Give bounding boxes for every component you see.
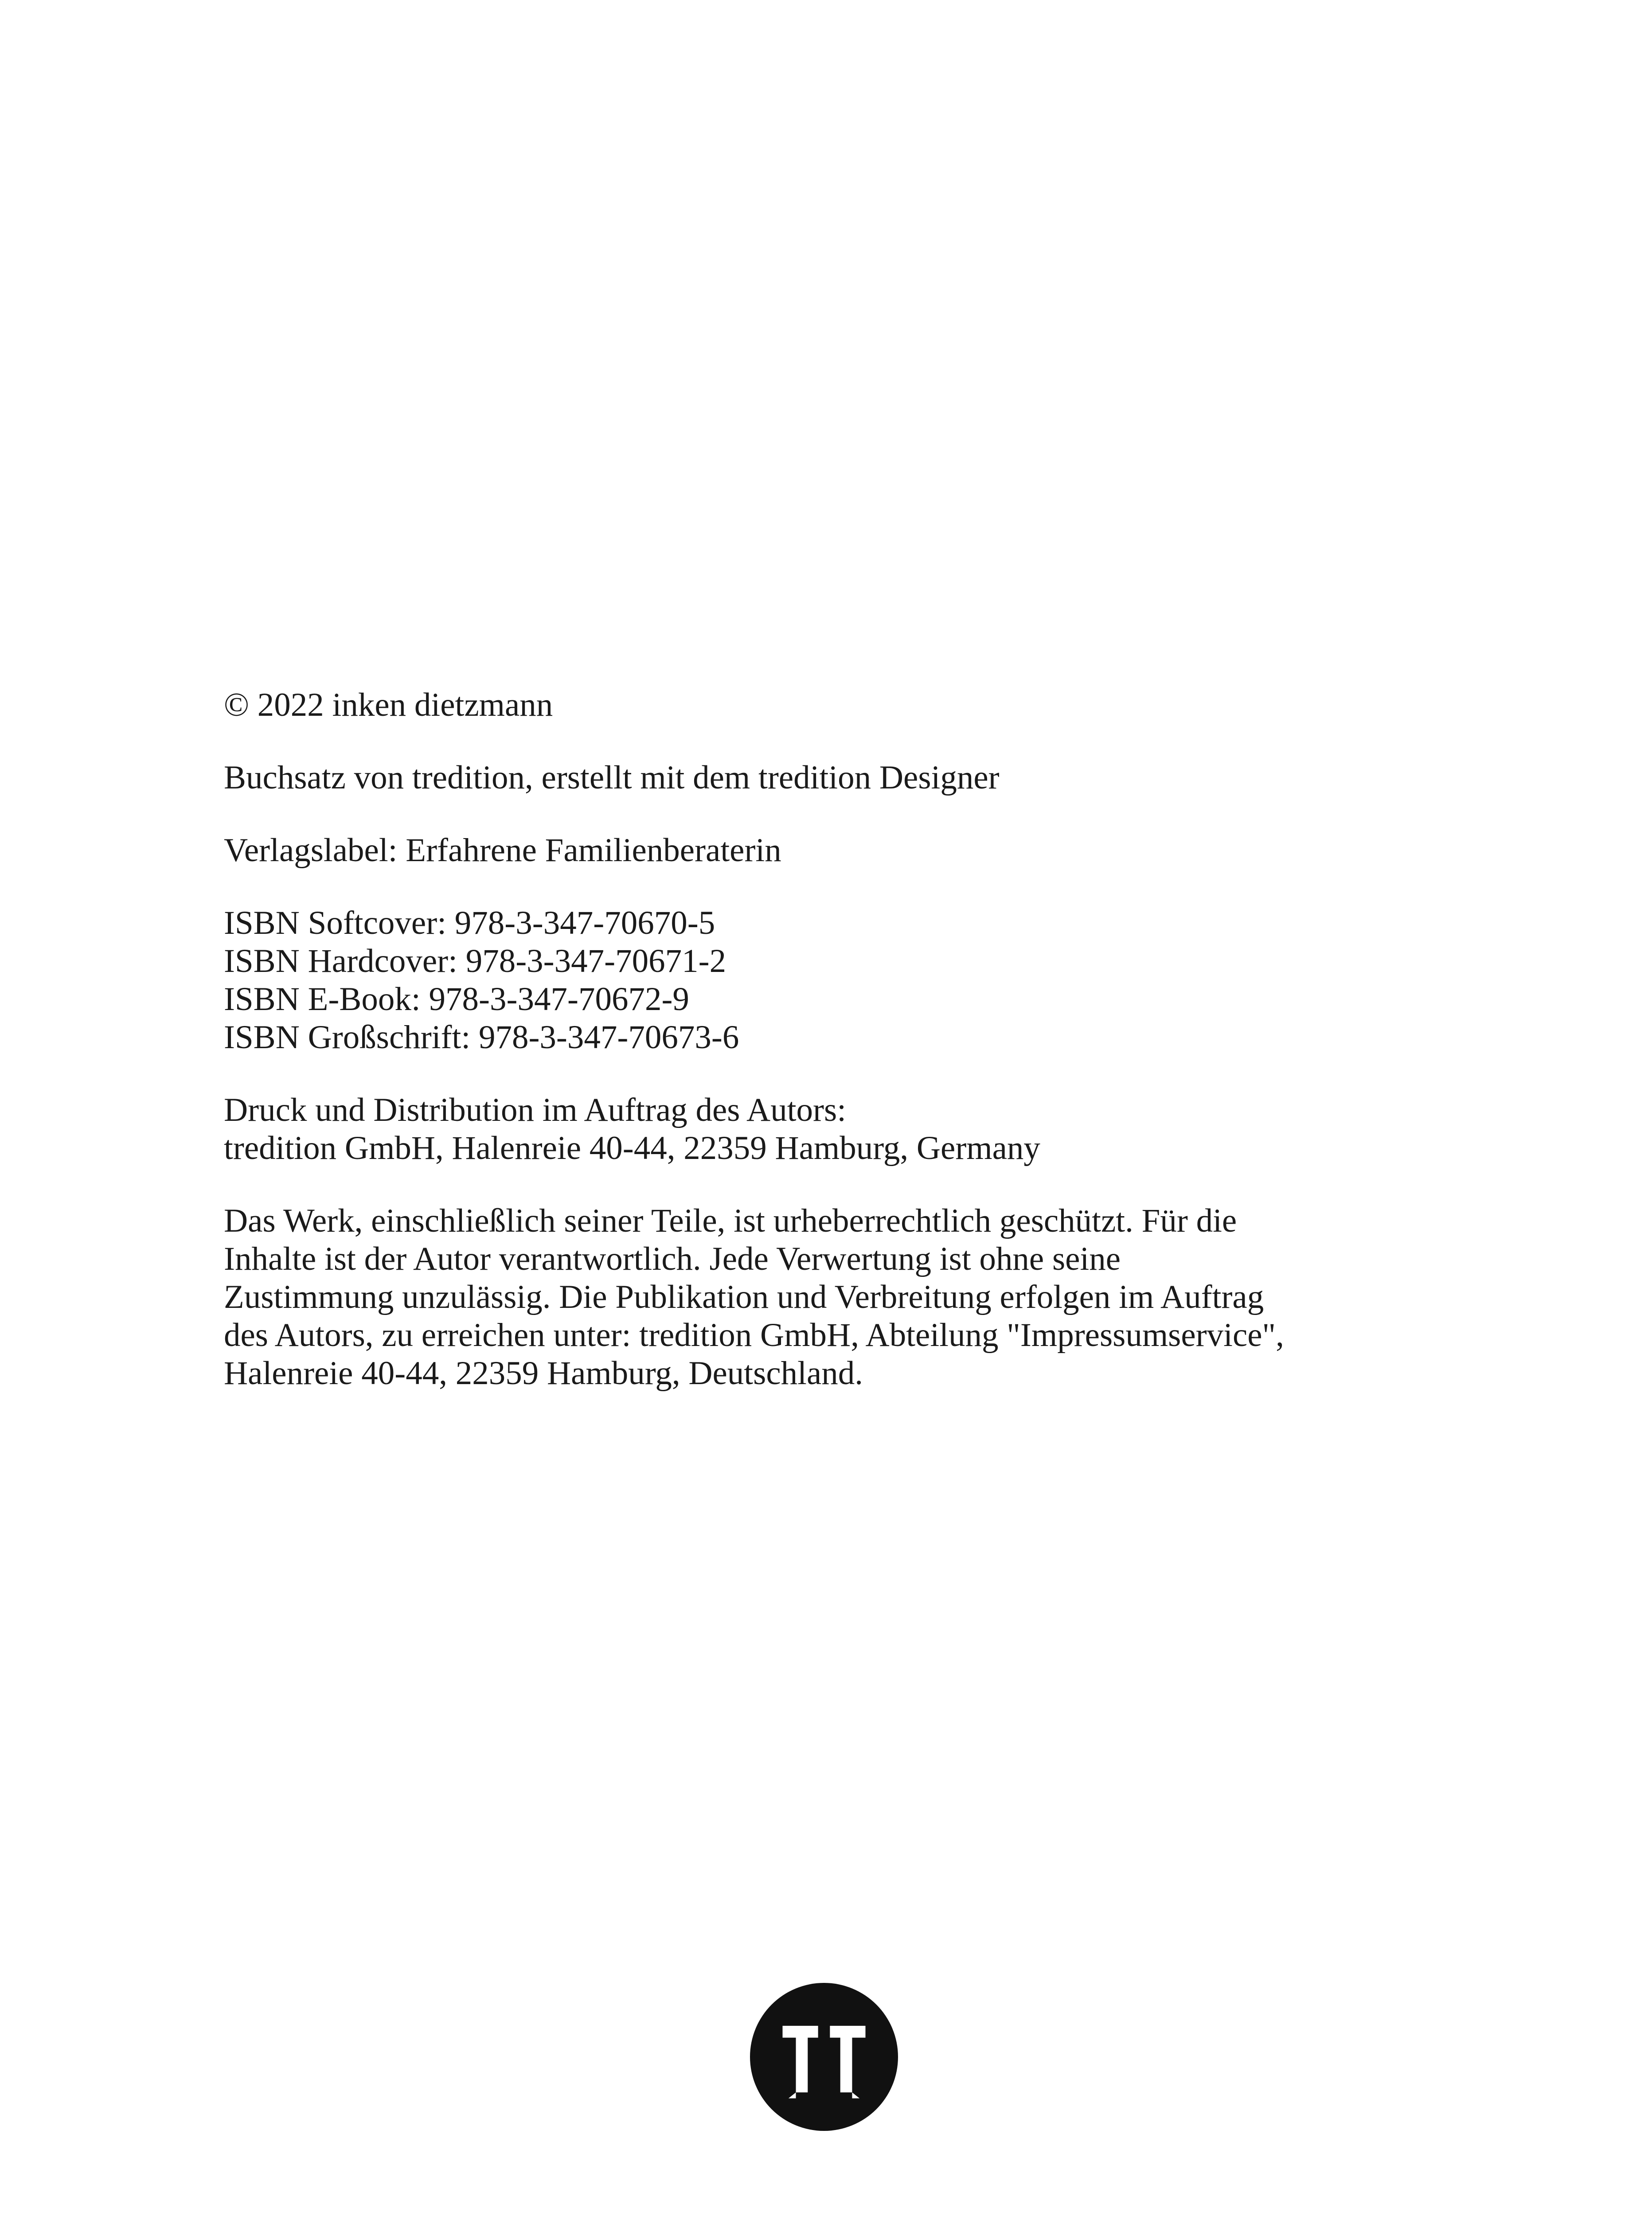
legal-line: des Autors, zu erreichen unter: tredition GmbH, Abteilung "Impressumservice", [224, 1317, 1284, 1354]
copyright-notice [224, 686, 1447, 724]
distribution-line-1: Druck und Distribution im Auftrag des Autors: [224, 1092, 847, 1128]
isbn-softcover: ISBN Softcover: 978-3-347-70670-5 [224, 905, 715, 941]
isbn-ebook: ISBN E-Book: 978-3-347-70672-9 [224, 981, 689, 1018]
typesetting-line: Buchsatz von tredition, erstellt mit dem tredition Designer [224, 759, 1000, 796]
typesetting-notice [224, 759, 1447, 797]
copyright-line: © 2022 inken dietzmann [224, 687, 553, 723]
imprint-page [224, 686, 1447, 1427]
legal-line: Halenreie 40-44, 22359 Hamburg, Deutschland. [224, 1355, 863, 1392]
legal-line: Zustimmung unzulässig. Die Publikation und Verbreitung erfolgen im Auftrag [224, 1279, 1264, 1315]
isbn-list [224, 904, 1447, 1057]
legal-notice [224, 1202, 1447, 1393]
legal-line: Inhalte ist der Autor verantwortlich. Jede Verwertung ist ohne seine [224, 1241, 1121, 1277]
isbn-large-print: ISBN Großschrift: 978-3-347-70673-6 [224, 1019, 739, 1056]
legal-line: Das Werk, einschließlich seiner Teile, ist urheberrechtlich geschützt. Für die [224, 1202, 1237, 1239]
publisher-label [224, 831, 1447, 870]
publisher-label-line: Verlagslabel: Erfahrene Familienberaterin [224, 832, 781, 869]
distribution-line-2: tredition GmbH, Halenreie 40-44, 22359 Hamburg, Germany [224, 1130, 1040, 1167]
tredition-logo-icon [750, 1983, 898, 2131]
distribution-notice [224, 1091, 1447, 1167]
isbn-hardcover: ISBN Hardcover: 978-3-347-70671-2 [224, 943, 726, 979]
